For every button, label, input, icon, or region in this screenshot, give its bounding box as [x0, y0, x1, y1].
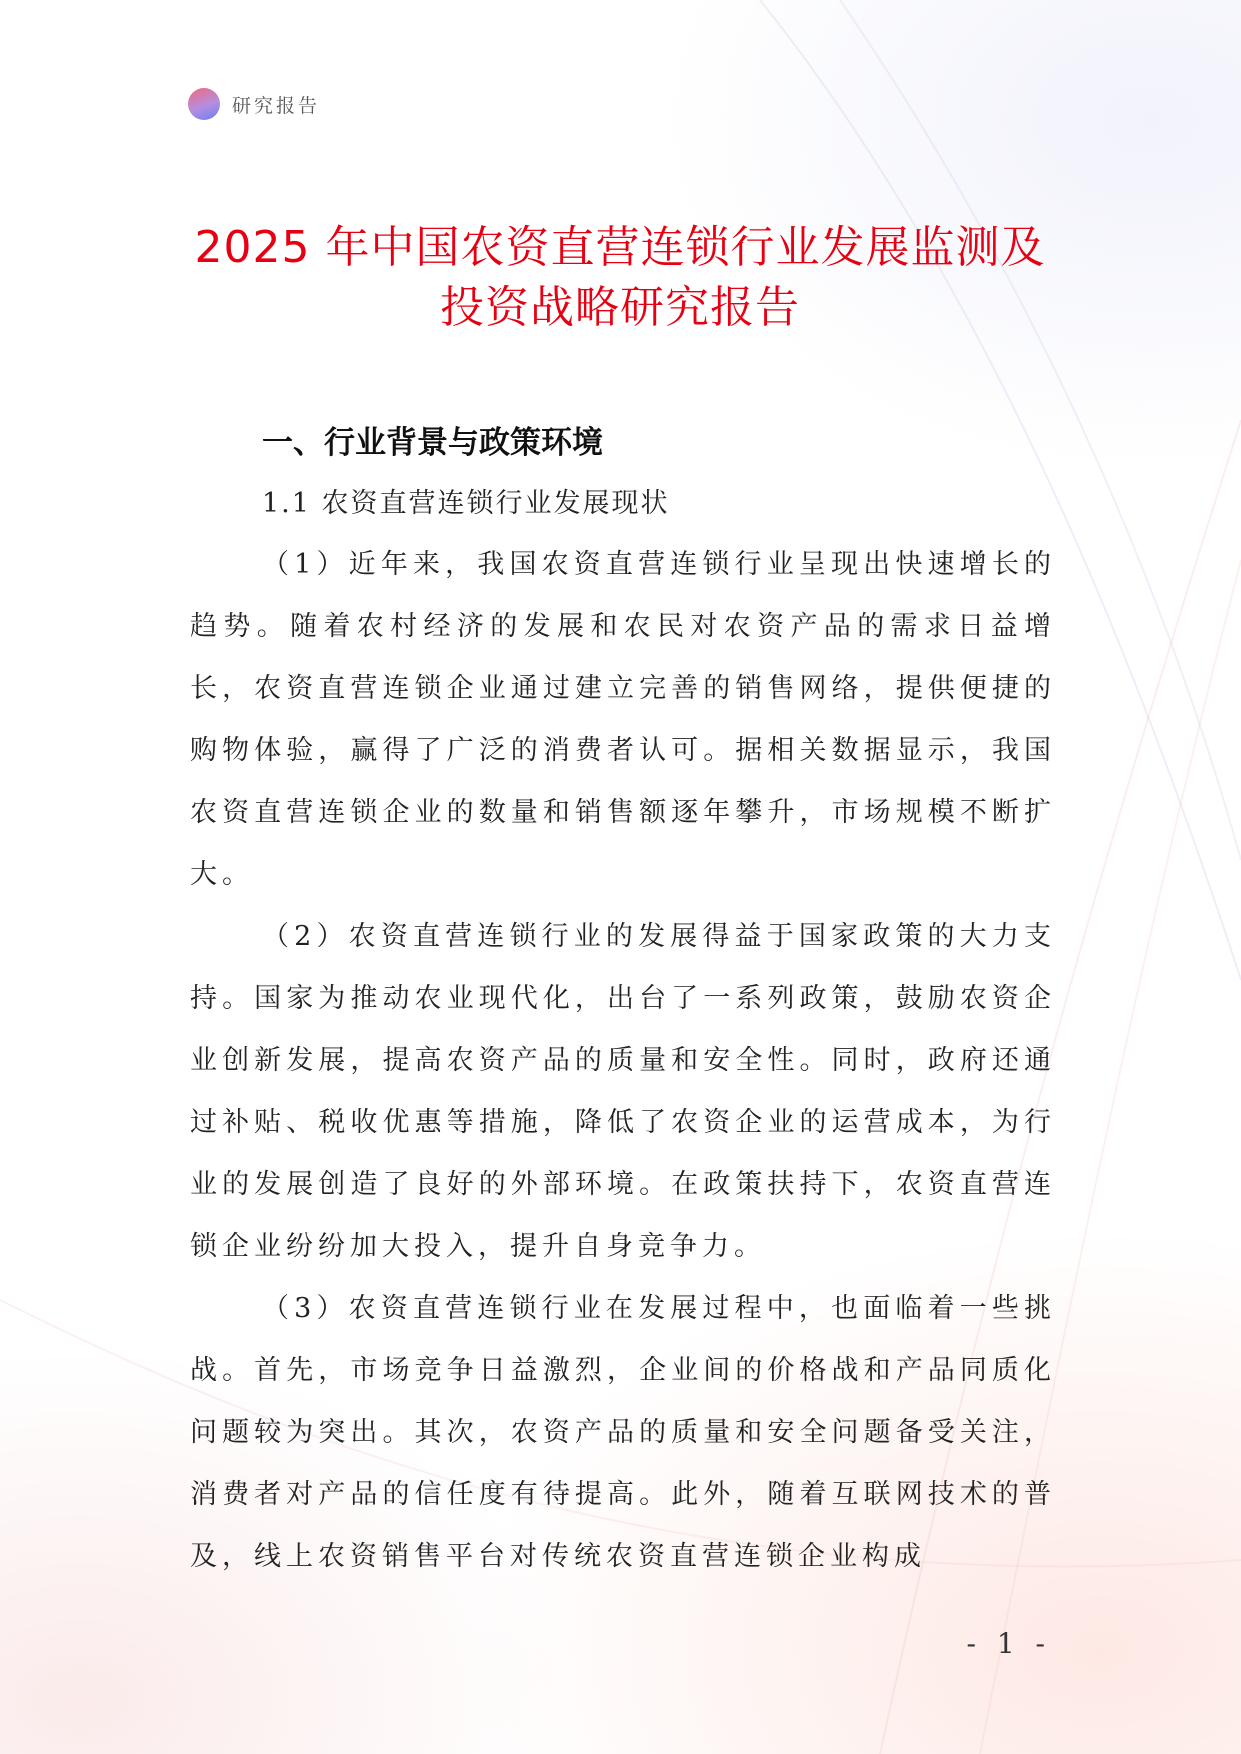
paragraph-3: （3）农资直营连锁行业在发展过程中，也面临着一些挑战。首先，市场竞争日益激烈，企业间的价格战和产品同质化问题较为突出。其次，农资产品的质量和安全问题备受关注，消费者对产品的信任度有待提高。此外，随着互联网技术的普及，线上农资销售平台对传统农资直营连锁企业构成	[190, 1293, 1056, 1572]
paragraph-1: （1）近年来，我国农资直营连锁行业呈现出快速增长的趋势。随着农村经济的发展和农民对农资产品的需求日益增长，农资直营连锁企业通过建立完善的销售网络，提供便捷的购物体验，赢得了广泛的消费者认可。据相关数据显示，我国农资直营连锁企业的数量和销售额逐年攀升，市场规模不断扩大。	[190, 549, 1056, 890]
paragraph-2: （2）农资直营连锁行业的发展得益于国家政策的大力支持。国家为推动农业现代化，出台了一系列政策，鼓励农资企业创新发展，提高农资产品的质量和安全性。同时，政府还通过补贴、税收优惠等措施，降低了农资企业的运营成本，为行业的发展创造了良好的外部环境。在政策扶持下，农资直营连锁企业纷纷加大投入，提升自身竞争力。	[190, 921, 1056, 1262]
subsection-heading: 1.1 农资直营连锁行业发展现状	[262, 488, 670, 519]
page-number: - 1 -	[966, 1627, 1051, 1660]
document-body	[190, 412, 1056, 1588]
section-heading: 一、行业背景与政策环境	[262, 425, 603, 461]
document-header	[188, 88, 320, 120]
title-line-1: 2025 年中国农资直营连锁行业发展监测及	[194, 222, 1046, 273]
title-line-2: 投资战略研究报告	[440, 282, 800, 333]
logo-icon	[188, 88, 220, 120]
document-title	[150, 218, 1090, 338]
header-label: 研究报告	[232, 94, 321, 117]
